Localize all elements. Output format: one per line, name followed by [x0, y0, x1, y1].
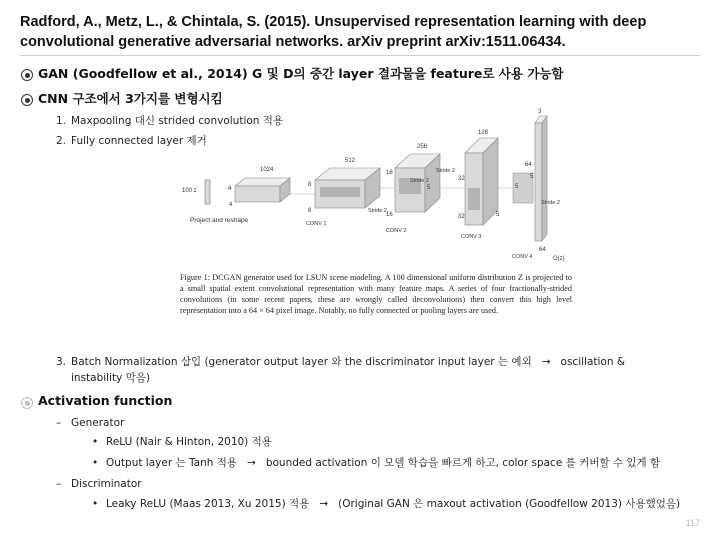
cnn-change-3-cont: instability 막음)	[71, 372, 151, 384]
dcgan-figure	[180, 108, 580, 353]
arrow-icon: →	[319, 498, 329, 510]
block-2	[315, 168, 380, 208]
dim-64a: 64	[525, 162, 532, 168]
dim-32b: 32	[458, 214, 465, 220]
dim-4a: 4	[228, 186, 232, 192]
dcgan-architecture-diagram	[180, 108, 580, 273]
generator-item-2: • Output layer 는 Tanh 적용 → bounded activation 이 모델 학습을 빠르게 하고, color space 를 커버할 수 있게 함	[92, 457, 661, 469]
dim-256: 256	[417, 144, 428, 150]
dim-64b: 64	[539, 247, 546, 253]
dim-5b: 5	[496, 212, 500, 218]
title-divider	[20, 55, 700, 56]
bullet-dot-icon: •	[92, 498, 99, 510]
conv-label-2: CONV 2	[386, 228, 407, 234]
generator-heading: – Generator	[56, 417, 125, 429]
dim-8b: 8	[308, 208, 312, 214]
bullet-dot-icon: •	[92, 436, 99, 448]
project-reshape-label: Project and reshape	[190, 217, 249, 224]
stride-label-3: Stride 2	[436, 168, 455, 174]
dim-5a: 5	[427, 185, 431, 191]
dim-32a: 32	[458, 176, 465, 182]
output-label: G(z)	[553, 256, 565, 262]
cnn-change-2: 2. Fully connected layer 제거	[56, 135, 207, 147]
bullet-dot-icon: •	[92, 457, 99, 469]
z-input-label: 100 z	[182, 188, 197, 194]
arrow-icon: →	[541, 356, 551, 368]
block-4	[465, 138, 498, 225]
generator-item-1: • ReLU (Nair & Hinton, 2010) 적용	[92, 436, 272, 448]
dim-128: 128	[478, 130, 489, 136]
discriminator-item-1: • Leaky ReLU (Maas 2013, Xu 2015) 적용 → (Original GAN 은 maxout activation (Goodfellow 2013) 사용했었음)	[92, 498, 681, 510]
dim-8a: 8	[308, 182, 312, 188]
figure-caption: Figure 1: DCGAN generator used for LSUN scene modeling. A 100 dimensional uniform distribution Z is projected to a small spatial extent convolutional representation with many feature maps. A series of four fractionally-strided convolutions (in some recent papers, these are wrongly called deconvolutions) then convert this high level representation into a 64 × 64 pixel image. Notably, no fully connected or pooling layers are used.	[180, 273, 572, 315]
conv-label-3: CONV 3	[461, 234, 482, 240]
gan-bullet-text: GAN (Goodfellow et al., 2014) G 및 D의 중간 layer 결과물을 feature로 사용 가능함	[38, 66, 564, 81]
dash-icon: –	[56, 478, 62, 490]
dim-5d: 5	[530, 174, 534, 180]
bullet-icon	[21, 94, 33, 106]
cnn-change-1: 1. Maxpooling 대신 strided convolution 적용	[56, 115, 284, 127]
conv-label-4: CONV 4	[512, 254, 533, 260]
dim-3: 3	[538, 109, 542, 115]
block-1	[235, 178, 290, 202]
bullet-icon	[21, 69, 33, 81]
stride-label-2: Stride 2	[410, 178, 429, 184]
arrow-icon: →	[247, 457, 256, 469]
citation-title: Radford, A., Metz, L., & Chintala, S. (2015). Unsupervised representation learning with deep convolutional generative adversarial networks. arXiv preprint arXiv:1511.06434.	[20, 14, 647, 50]
cnn-bullet-text: CNN 구조에서 3가지를 변형시킴	[38, 91, 223, 106]
bullet-icon	[21, 397, 33, 409]
z-input-vector	[205, 180, 210, 204]
dim-16b: 16	[386, 212, 393, 218]
activation-bullet-text: Activation function	[38, 393, 173, 408]
dim-1024: 1024	[260, 167, 274, 173]
cnn-change-3: 3. Batch Normalization 삽입 (generator output layer 와 the discriminator input layer 는 예외 → oscillation &	[56, 356, 626, 368]
dim-16a: 16	[386, 170, 393, 176]
discriminator-heading: – Discriminator	[56, 478, 142, 490]
dim-512: 512	[345, 158, 356, 164]
stride-label-4: Stride 2	[541, 200, 560, 206]
dim-5c: 5	[515, 184, 519, 190]
stride-label-1: Stride 2	[368, 208, 387, 214]
page-number: 117	[685, 518, 700, 528]
conv-label-1: CONV 1	[306, 221, 327, 227]
dim-4b: 4	[229, 202, 233, 208]
dash-icon: –	[56, 417, 62, 429]
